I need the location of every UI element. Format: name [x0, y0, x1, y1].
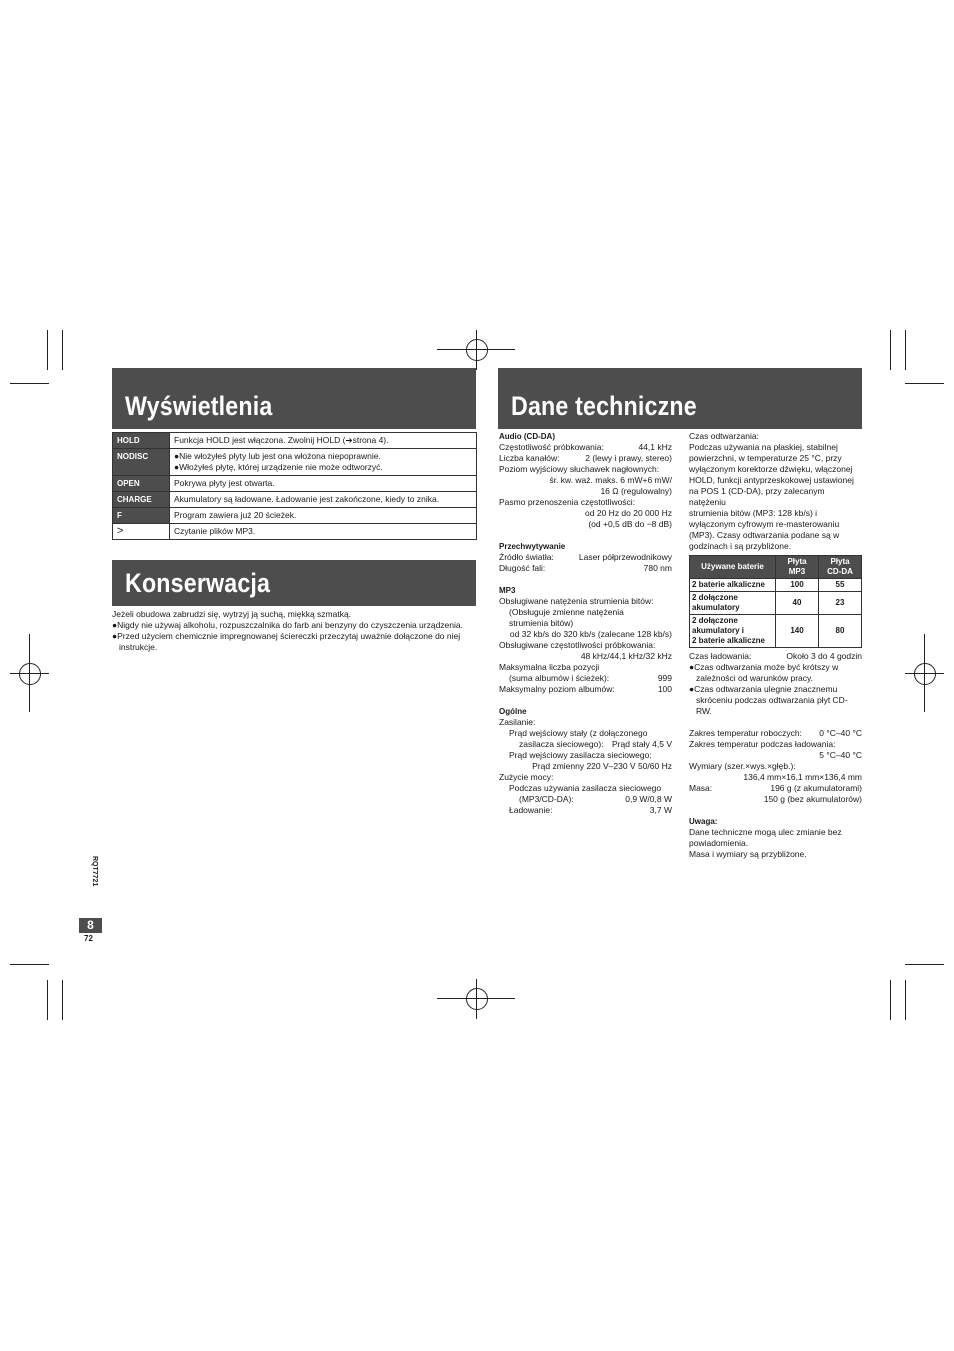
crop-mark	[905, 964, 944, 965]
general-heading: Ogólne	[499, 707, 527, 716]
table-row	[690, 592, 862, 615]
crop-mark	[62, 330, 63, 370]
display-code: HOLD	[113, 433, 170, 449]
playtime-text: strumienia bitów (MP3: 128 kb/s) i	[689, 508, 818, 518]
display-title: Wyświetlenia	[125, 391, 273, 421]
playtime-text: Podczas używania na płaskiej, stabilnej	[689, 442, 838, 452]
note-bullet: ●Czas odtwarzania ulegnie znacznemu skróceniu podczas odtwarzania płyt CD-RW.	[689, 684, 848, 716]
chapter-tab: 8	[79, 918, 102, 933]
maintenance-section-heading	[112, 560, 476, 606]
playtime-label: Czas odtwarzania:	[689, 431, 759, 441]
display-description: Program zawiera już 20 ścieżek.	[170, 508, 477, 524]
display-code: F	[113, 508, 170, 524]
spec-sublabel: Prąd wejściowy stały (z dołączonego	[509, 728, 648, 738]
playtime-text: wyłączonym korektorze dźwięku, włączonej	[689, 464, 853, 474]
playtime-text: (MP3). Czasy odtwarzania podane są w	[689, 530, 840, 540]
display-description: Czytanie plików MP3.	[170, 524, 477, 540]
spec-label: Maksymalna liczba pozycji	[499, 662, 600, 672]
crop-mark	[905, 980, 906, 1020]
playtime-text: wyłączonym cyfrowym re-masterowaniu	[689, 519, 840, 529]
crop-mark	[10, 383, 49, 384]
battery-type: 2 baterie alkaliczne	[690, 579, 776, 592]
spec-label: Wymiary (szer.×wys.×głęb.):	[689, 761, 796, 771]
spec-row: Liczba kanałów: 2 (lewy i prawy, stereo)	[499, 453, 672, 463]
spec-value: (od +0,5 dB do −8 dB)	[588, 519, 672, 529]
spec-row: (MP3/CD-DA): 0,9 W/0,8 W	[519, 794, 672, 804]
display-description: Akumulatory są ładowane. Ładowanie jest zakończone, kiedy to znika.	[170, 492, 477, 508]
spec-row: Maksymalny poziom albumów: 100	[499, 684, 672, 694]
battery-type: 2 dołączone akumulatory	[690, 592, 776, 615]
specs-section-heading	[498, 368, 862, 429]
crop-mark	[890, 980, 891, 1020]
spec-row: Długość fali: 780 nm	[499, 563, 672, 573]
display-code: NODISC	[113, 449, 170, 476]
spec-row: Źródło światła: Laser półprzewodnikowy	[499, 552, 672, 562]
display-code: CHARGE	[113, 492, 170, 508]
specs-column-right-lower	[689, 651, 862, 860]
spec-value: 16 Ω (regulowalny)	[600, 486, 672, 496]
spec-label: Obsługiwane częstotliwości próbkowania:	[499, 640, 656, 650]
crop-mark	[47, 980, 48, 1020]
spec-row: Masa: 196 g (z akumulatorami)	[689, 783, 862, 793]
playtime-text: powierzchni, w temperaturze 25 °C, przy	[689, 453, 842, 463]
spec-sublabel: (Obsługuje zmienne natężenia	[509, 607, 624, 617]
note-text: powiadomienia.	[689, 838, 749, 848]
display-code: OPEN	[113, 476, 170, 492]
spec-label: Zasilanie:	[499, 717, 536, 727]
crop-mark	[905, 383, 944, 384]
spec-value: od 32 kb/s do 320 kb/s (zalecane 128 kb/s)	[509, 629, 672, 639]
document-code: RQT7721	[91, 856, 98, 887]
display-messages-table	[112, 432, 477, 540]
maintenance-bullet: ●Nigdy nie używaj alkoholu, rozpuszczalnika do farb ani benzyny do czyszczenia urządzenia.	[112, 620, 463, 630]
display-description: Funkcja HOLD jest włączona. Zwolnij HOLD (➔strona 4).	[170, 433, 477, 449]
specs-column-right	[689, 431, 862, 552]
spec-row: Częstotliwość próbkowania: 44,1 kHz	[499, 442, 672, 452]
spec-row: Czas ładowania: Około 3 do 4 godzin	[689, 651, 862, 661]
crop-mark	[47, 330, 48, 370]
spec-row: (suma albumów i ścieżek): 999	[509, 673, 672, 683]
maintenance-title: Konserwacja	[125, 568, 271, 598]
spec-value: od 20 Hz do 20 000 Hz	[585, 508, 672, 518]
playtime-text: HOLD, funkcji antyprzeskokowej ustawionej	[689, 475, 854, 485]
spec-value: 48 kHz/44,1 kHz/32 kHz	[580, 651, 672, 661]
crop-mark	[890, 330, 891, 370]
note-text: Dane techniczne mogą ulec zmianie bez	[689, 827, 842, 837]
spec-label: Obsługiwane natężenia strumienia bitów:	[499, 596, 654, 606]
mp3-indicator: >	[113, 524, 170, 540]
mp3-hours: 100	[776, 579, 819, 592]
spec-value: Prąd zmienny 220 V–230 V 50/60 Hz	[532, 761, 672, 771]
mp3-hours: 140	[776, 615, 819, 648]
spec-value: 136,4 mm×16,1 mm×136,4 mm	[743, 772, 862, 782]
display-description: ●Nie włożyłeś płyty lub jest ona włożona niepoprawnie. ●Włożyłeś płytę, której urządzenie nie może odtworzyć.	[170, 449, 477, 476]
table-row	[690, 615, 862, 648]
display-section-heading	[112, 368, 476, 429]
crop-mark	[10, 964, 49, 965]
spec-sublabel: Prąd wejściowy zasilacza sieciowego:	[509, 750, 652, 760]
pickup-heading: Przechwytywanie	[499, 542, 566, 551]
column-header: Płyta MP3	[776, 556, 819, 579]
spec-value: 5 °C–40 °C	[819, 750, 862, 760]
battery-playtime-table	[689, 555, 862, 648]
playtime-text: godzinach i są przybliżone.	[689, 541, 792, 551]
cd-hours: 80	[819, 615, 862, 648]
spec-label: Poziom wyjściowy słuchawek nagłownych:	[499, 464, 660, 474]
table-row	[113, 433, 477, 449]
table-row	[113, 492, 477, 508]
spec-label: Pasmo przenoszenia częstotliwości:	[499, 497, 636, 507]
spec-row: zasilacza sieciowego): Prąd stały 4,5 V	[519, 739, 672, 749]
cd-hours: 23	[819, 592, 862, 615]
display-description: Pokrywa płyty jest otwarta.	[170, 476, 477, 492]
playtime-text: na POS 1 (CD-DA), przy zalecanym natężeniu	[689, 486, 825, 507]
battery-type: 2 dołączone akumulatory i 2 baterie alkaliczne	[690, 615, 776, 648]
column-header: Płyta CD-DA	[819, 556, 862, 579]
spec-label: Zużycie mocy:	[499, 772, 554, 782]
mp3-heading: MP3	[499, 586, 516, 595]
column-header: Używane baterie	[690, 556, 776, 579]
audio-heading: Audio (CD-DA)	[499, 432, 555, 441]
table-row	[113, 449, 477, 476]
crop-mark	[62, 980, 63, 1020]
note-text: Masa i wymiary są przybliżone.	[689, 849, 807, 859]
specs-column-left	[499, 431, 672, 816]
spec-row: Zakres temperatur roboczych: 0 °C–40 °C	[689, 728, 862, 738]
spec-value: 150 g (bez akumulatorów)	[763, 794, 862, 804]
crop-mark	[905, 330, 906, 370]
maintenance-intro: Jeżeli obudowa zabrudzi się, wytrzyj ją suchą, miękką szmatką.	[112, 609, 352, 619]
note-heading: Uwaga:	[689, 817, 718, 826]
table-row	[690, 579, 862, 592]
table-row	[113, 524, 477, 540]
table-header-row	[690, 556, 862, 579]
table-row	[113, 508, 477, 524]
note-bullet: ●Czas odtwarzania może być krótszy w zależności od warunków pracy.	[689, 662, 839, 683]
maintenance-bullet: ●Przed użyciem chemicznie impregnowanej ściereczki przeczytaj uważnie dołączone do niej instrukcje.	[112, 631, 461, 652]
spec-sublabel: Podczas używania zasilacza sieciowego	[509, 783, 662, 793]
table-row	[113, 476, 477, 492]
specs-title: Dane techniczne	[511, 391, 697, 421]
spec-sublabel: strumienia bitów)	[509, 618, 574, 628]
cd-hours: 55	[819, 579, 862, 592]
spec-label: Zakres temperatur podczas ładowania:	[689, 739, 836, 749]
spec-value: śr. kw. waż. maks. 6 mW+6 mW/	[549, 475, 672, 485]
page-number: 72	[84, 934, 93, 943]
spec-row: Ładowanie: 3,7 W	[509, 805, 672, 815]
mp3-hours: 40	[776, 592, 819, 615]
maintenance-text	[112, 609, 477, 653]
